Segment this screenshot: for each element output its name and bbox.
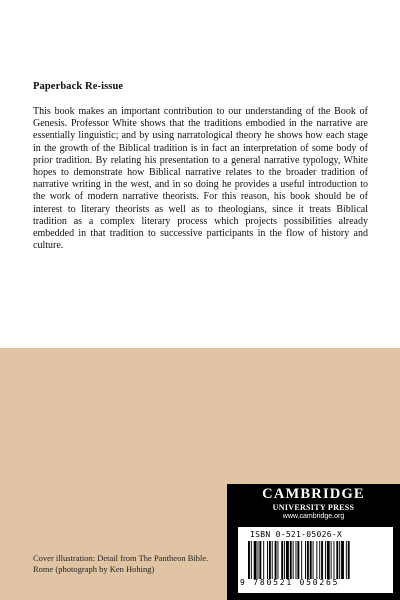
barcode-bar [346, 541, 347, 579]
barcode-bar [248, 541, 250, 579]
ean-digits: 9 780521 050265 [240, 578, 340, 587]
barcode-bar [277, 541, 278, 579]
publisher-url: www.cambridge.org [282, 513, 345, 520]
cover-illustration-caption: Cover illustration: Detail from The Pantheon Bible. Rome (photograph by Ken Hohing) [33, 553, 209, 574]
book-description: This book makes an important contribution to our understanding of the Book of Genesis. Professor White shows that the traditions embodied in the narrative are essentially linguistic; and by using narratological theory he shows how each stage in the growth of the Biblical tradition is in fact an interpretation of some body of prior tradition. By relating his presentation to a general narrative typology, White hopes to demonstrate how Biblical narrative relates to the broader tradition of narrative writing in the west, and in so doing he provides a useful introduction to the work of modern narrative theorists. For this reason, his book should be of interest to literary theorists as well as to theologians, since it treats Biblical tradition as a complex literary process which projects possibilities already embedded in that tradition to successive participants in the flow of history and culture. [33, 106, 368, 252]
barcode-bar [327, 541, 330, 579]
barcode-bar [316, 541, 317, 579]
barcode-bar [272, 541, 273, 579]
barcode-bar [286, 541, 289, 579]
barcode-bar [251, 541, 252, 579]
barcode-bar [331, 541, 332, 579]
isbn-label: ISBN 0-521-05026-X [250, 530, 343, 539]
barcode-bar [284, 541, 285, 579]
barcode-bar [334, 541, 335, 579]
barcode-panel [238, 527, 393, 593]
barcode-bar [301, 541, 302, 579]
barcode-bar [310, 541, 312, 579]
barcode-bar [293, 541, 294, 579]
barcode-bar [336, 541, 338, 579]
barcode-bar [348, 541, 350, 579]
barcode-bar [305, 541, 306, 579]
barcode-bar [313, 541, 314, 579]
barcode-bar [281, 541, 283, 579]
barcode-bar [263, 541, 264, 579]
barcode-bar [321, 541, 323, 579]
reissue-heading: Paperback Re-issue [33, 81, 124, 92]
barcode-bar [339, 541, 340, 579]
barcode-bar [259, 541, 261, 579]
barcode-bar [275, 541, 277, 579]
barcode-bar [290, 541, 292, 579]
barcode-icon [248, 541, 386, 579]
barcode-bar [258, 541, 259, 579]
barcode-bar [269, 541, 271, 579]
barcode-bar [307, 541, 309, 579]
barcode-bar [297, 541, 299, 579]
barcode-bar [254, 541, 257, 579]
barcode-bar [319, 541, 320, 579]
barcode-bar [296, 541, 297, 579]
barcode-bar [267, 541, 268, 579]
barcode-bar [325, 541, 326, 579]
barcode-bar [341, 541, 344, 579]
publisher-name: CAMBRIDGE [262, 486, 365, 502]
publisher-subtitle: UNIVERSITY PRESS [272, 503, 355, 512]
